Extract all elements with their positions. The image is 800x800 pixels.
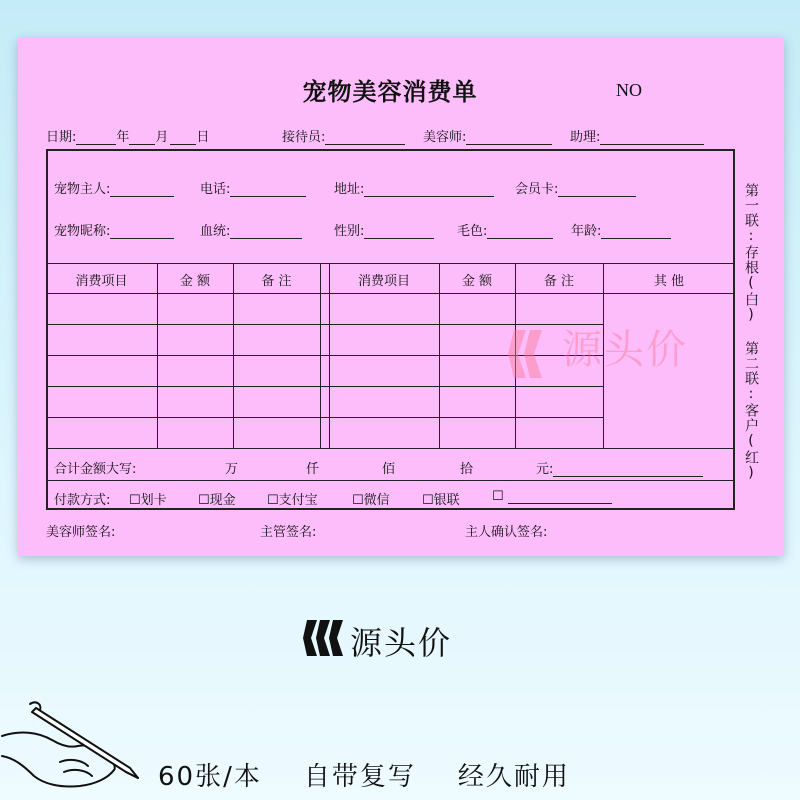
groomer-field: 美容师: [423,126,552,145]
col-amount: 金 额 [179,274,211,289]
owner-field: 宠物主人: [54,178,174,197]
form-number-label: NO [616,80,642,100]
col-remark-2: 备 注 [543,274,575,289]
month-label: 月 [155,130,169,145]
hand-writing-icon [0,696,150,796]
total-label: 合计金额大写: [54,462,137,477]
col-remark: 备 注 [261,274,292,289]
brand-name: 源头价 [350,624,453,662]
day-label: 日 [196,130,210,145]
copy-note-vertical: 第一联:存根(白) 第二联:客户(红) [743,183,759,482]
header-row [46,126,209,145]
watermark-text: 源头价 [562,327,688,373]
pet-nickname-field: 宠物昵称: [54,220,174,239]
payment-cash: ☐现金 [198,493,236,508]
col-item: 消费项目 [75,274,128,289]
total-shi: 拾 [460,462,474,477]
total-wan: 万 [225,462,239,477]
total-bai: 佰 [382,462,396,477]
breed-field: 血统: [200,220,302,239]
assistant-field: 助理: [570,126,704,145]
age-field: 年龄: [571,220,671,239]
form-title: 宠物美容消费单 [302,77,478,106]
phone-field: 电话: [200,178,306,197]
owner-signature: 主人确认签名: [465,525,548,540]
date-label: 日期: [46,130,77,145]
tagline-durable: 经久耐用 [457,762,570,792]
col-other: 其 他 [653,274,685,289]
brand-logo-watermark-icon [508,326,554,382]
payment-wechat: ☐微信 [352,493,390,508]
receptionist-field: 接待员: [282,126,405,145]
year-label: 年 [116,130,130,145]
payment-alipay: ☐支付宝 [267,493,318,508]
total-yuan: 元: [536,458,703,477]
address-field: 地址: [334,178,494,197]
total-qian: 仟 [306,462,320,477]
gender-field: 性别: [334,220,434,239]
payment-label: 付款方式: [54,493,111,508]
product-tagline [158,756,612,793]
member-card-field: 会员卡: [515,178,636,197]
tagline-carbonless: 自带复写 [303,762,416,792]
col-item-2: 消费项目 [357,274,410,289]
tagline-count: 60张/本 [158,762,262,792]
coat-color-field: 毛色: [457,220,553,239]
payment-unionpay: ☐银联 [422,493,460,508]
payment-card: ☐划卡 [129,493,167,508]
manager-signature: 主管签名: [260,525,317,540]
col-amount-2: 金 额 [461,274,493,289]
groomer-signature: 美容师签名: [46,525,116,540]
payment-other: ☐ [492,489,612,504]
brand-logo-icon [303,618,345,658]
